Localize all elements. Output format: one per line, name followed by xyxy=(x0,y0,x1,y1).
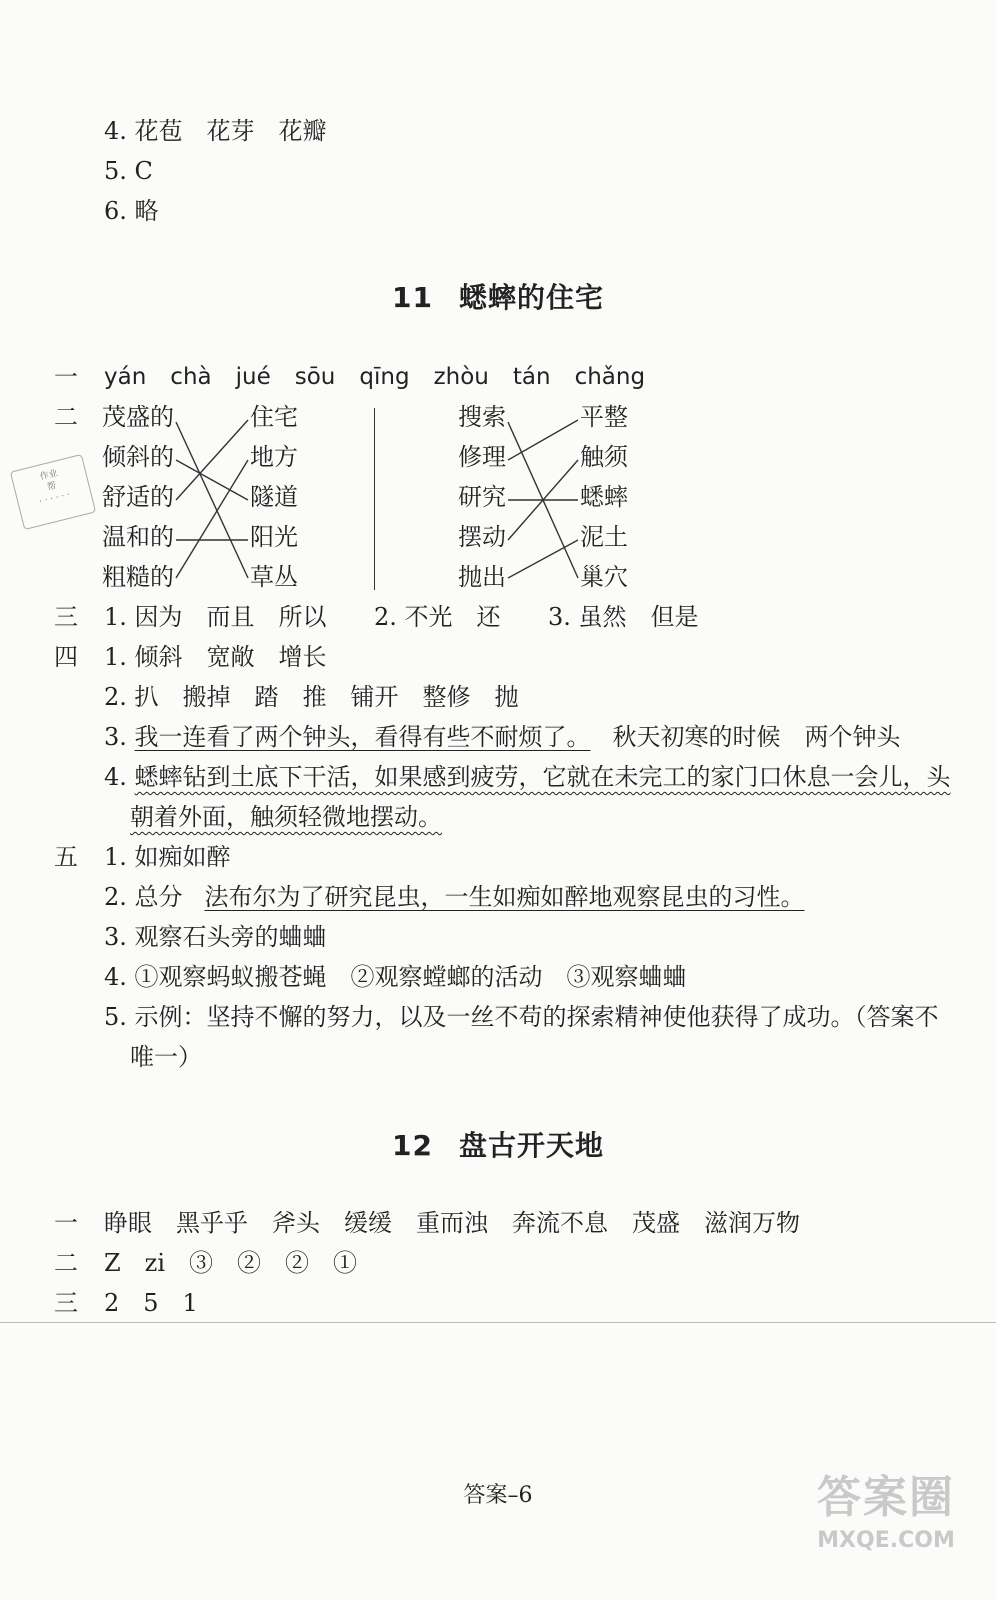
match-right-word: 泥土 xyxy=(580,523,628,551)
s5-answer-4: 4. ①观察蚂蚁搬苍蝇 ②观察螳螂的活动 ③观察蛐蛐 xyxy=(104,963,687,991)
match-line xyxy=(176,460,248,500)
l12-answer-3: 2 5 1 xyxy=(104,1289,198,1317)
match-left-word: 摆动 xyxy=(458,523,506,551)
match-left-word: 舒适的 xyxy=(102,483,174,511)
section-label: 一 xyxy=(54,1209,78,1237)
section-label: 三 xyxy=(54,603,78,631)
stamp-logo: 作业 帮 · · · · · · xyxy=(10,454,96,530)
match-left-word: 研究 xyxy=(458,483,506,511)
s5-answer-2: 2. 总分 法布尔为了研究昆虫，一生如痴如醉地观察昆虫的习性。 xyxy=(104,883,805,911)
s4-answer-4-cont xyxy=(130,802,442,832)
page-number: 答案–6 xyxy=(463,1483,533,1508)
match-line xyxy=(508,420,578,460)
match-right-word: 平整 xyxy=(580,403,628,431)
s5-answer-3: 3. 观察石头旁的蛐蛐 xyxy=(104,923,327,951)
match-right-word: 触须 xyxy=(580,443,628,471)
answer-4: 4. 花苞 花芽 花瓣 xyxy=(104,117,327,145)
match-right-word: 草丛 xyxy=(250,563,298,591)
pinyin-item: zhòu xyxy=(433,364,489,390)
section-label: 二 xyxy=(54,1249,78,1277)
section-label: 四 xyxy=(54,643,78,671)
s4-answer-1: 1. 倾斜 宽敞 增长 xyxy=(104,643,327,671)
match-right-word: 阳光 xyxy=(250,523,298,551)
s3-answer-2: 2. 不光 还 xyxy=(374,603,501,631)
match-line xyxy=(176,422,248,578)
match-line xyxy=(176,460,248,578)
match-left-word: 温和的 xyxy=(102,523,174,551)
section-label: 三 xyxy=(54,1289,78,1317)
pinyin-item: chà xyxy=(170,364,212,390)
s5-answer-1: 1. 如痴如醉 xyxy=(104,843,231,871)
s3-answer-1: 1. 因为 而且 所以 xyxy=(104,603,327,631)
lesson-11-title: 11 蟋蟀的住宅 xyxy=(392,281,604,314)
underlined-sentence: 法布尔为了研究昆虫，一生如痴如醉地观察昆虫的习性。 xyxy=(204,883,805,911)
match-left-word: 抛出 xyxy=(458,563,506,591)
s5-answer-5-cont: 唯一） xyxy=(130,1043,202,1071)
pinyin-item: qīng xyxy=(359,364,410,390)
s3-answer-3: 3. 虽然 但是 xyxy=(548,603,699,631)
match-right-word: 蟋蟀 xyxy=(580,483,628,511)
answer-6: 6. 略 xyxy=(104,197,159,225)
page-rule xyxy=(0,1322,996,1323)
watermark-logo: 答案圈 MXQE.COM xyxy=(817,1472,955,1553)
answer-5: 5. C xyxy=(104,157,153,185)
match-right-word: 住宅 xyxy=(250,403,298,431)
pinyin-item: jué xyxy=(235,364,271,390)
match-right-word: 地方 xyxy=(250,443,298,471)
pinyin-item: yán xyxy=(104,364,147,390)
pinyin-item: sōu xyxy=(294,364,336,390)
l12-answer-2: Z zi ③ ② ② ① xyxy=(104,1249,357,1277)
match-right-word: 巢穴 xyxy=(580,563,628,591)
lesson-12-title: 12 盘古开天地 xyxy=(392,1129,604,1162)
match-right-word: 隧道 xyxy=(250,483,298,511)
pinyin-item: tán xyxy=(512,364,551,390)
section-label: 五 xyxy=(54,843,78,871)
s5-answer-5: 5. 示例：坚持不懈的努力，以及一丝不苟的探索精神使他获得了成功。（答案不 xyxy=(104,1003,939,1031)
match-left-word: 搜索 xyxy=(458,403,506,431)
wavy-underlined-sentence: 蟋蟀钻到土底下干活，如果感到疲劳，它就在未完工的家门口休息一会儿，头 xyxy=(134,763,951,791)
match-left-word: 茂盛的 xyxy=(102,403,174,431)
l12-answer-1: 睁眼 黑乎乎 斧头 缓缓 重而浊 奔流不息 茂盛 滋润万物 xyxy=(104,1209,800,1237)
s4-answer-2: 2. 扒 搬掉 踏 推 铺开 整修 抛 xyxy=(104,683,519,711)
wavy-underlined-sentence: 朝着外面，触须轻微地摆动。 xyxy=(130,803,442,831)
match-line xyxy=(176,420,248,500)
match-line xyxy=(508,540,578,578)
match-left-word: 粗糙的 xyxy=(102,563,174,591)
match-left-word: 修理 xyxy=(458,443,506,471)
match-left-word: 倾斜的 xyxy=(102,443,174,471)
s4-answer-3: 3. 我一连看了两个钟头，看得有些不耐烦了。 秋天初寒的时候 两个钟头 xyxy=(104,723,901,751)
pinyin-item: chǎng xyxy=(574,364,646,390)
section-label: 一 xyxy=(54,363,78,391)
section-label: 二 xyxy=(54,403,78,431)
underlined-sentence: 我一连看了两个钟头，看得有些不耐烦了。 xyxy=(134,723,591,751)
s4-answer-4: 4. 蟋蟀钻到土底下干活，如果感到疲劳，它就在未完工的家门口休息一会儿，头 xyxy=(104,763,951,791)
